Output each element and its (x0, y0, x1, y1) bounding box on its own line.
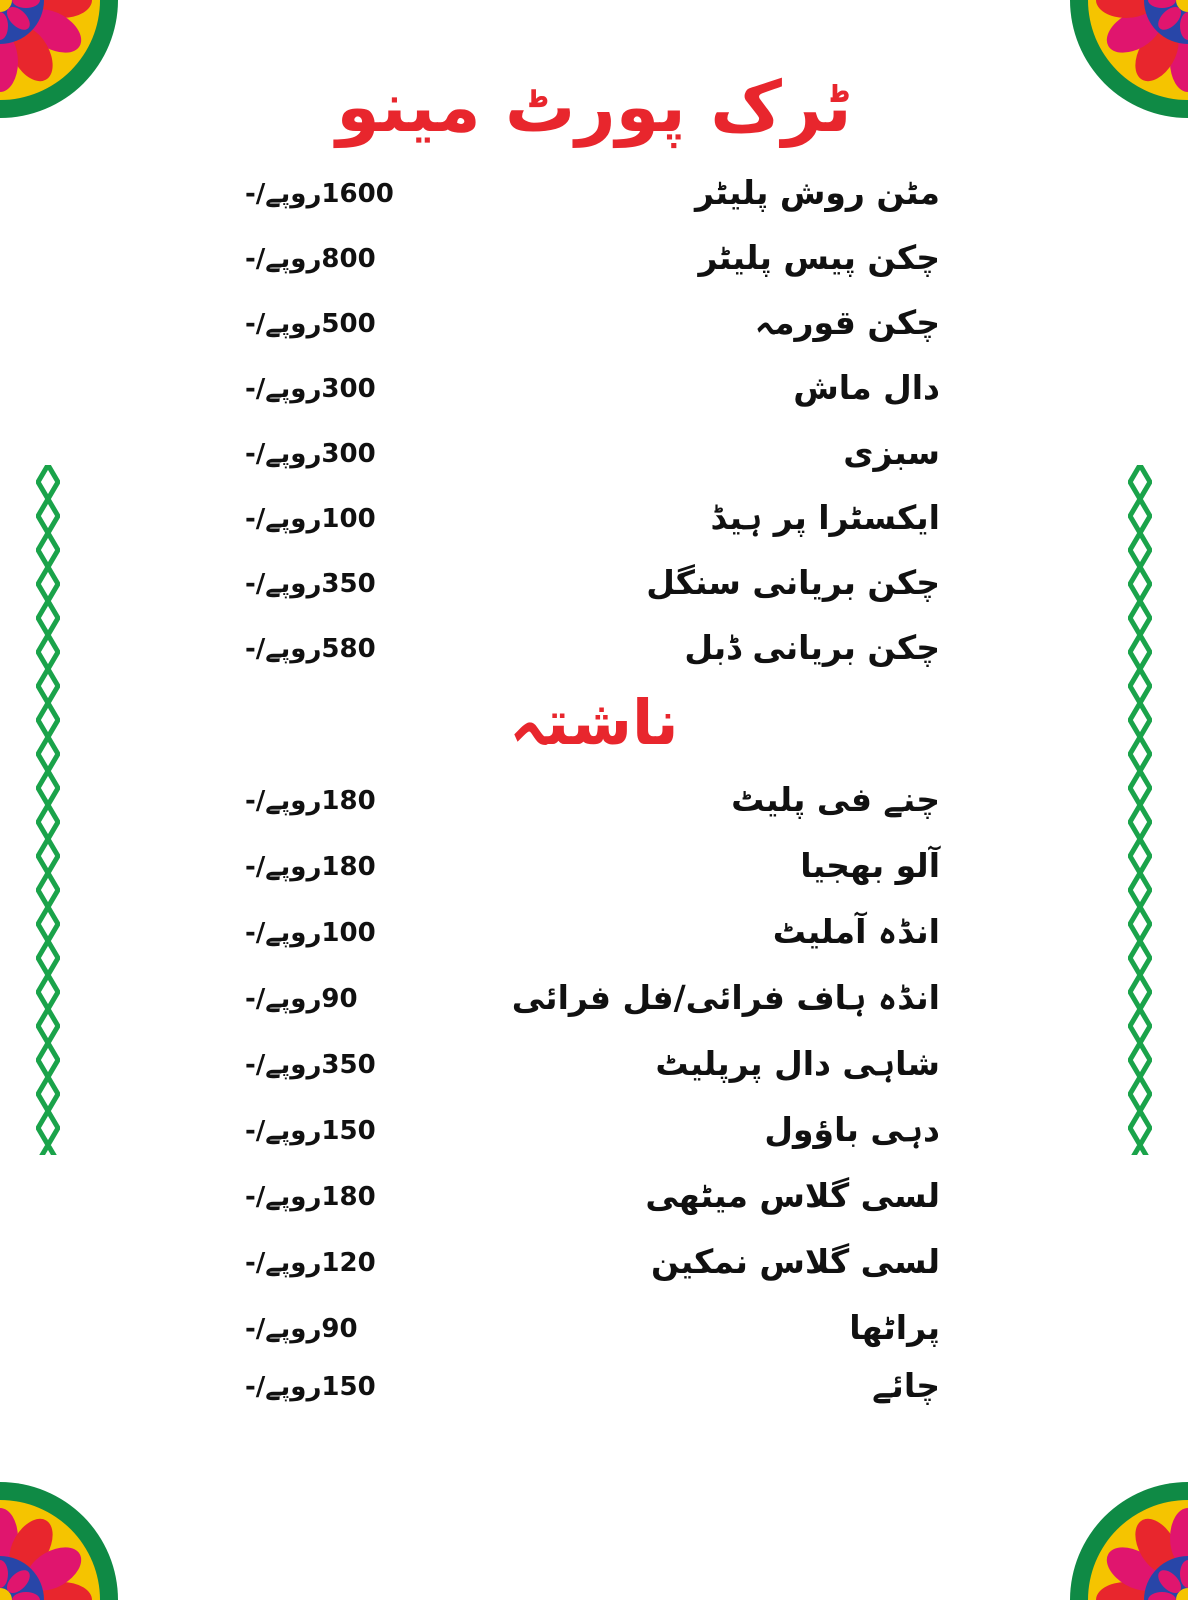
menu-item (240, 1171, 940, 1237)
item-price: 180روپے/- (245, 1182, 376, 1212)
menu-item (240, 1039, 940, 1105)
item-price: 180روپے/- (245, 786, 376, 816)
item-price: 100روپے/- (245, 504, 376, 534)
item-name: انڈہ آملیٹ (772, 912, 940, 951)
item-name: انڈہ ہاف فرائی/فل فرائی (511, 978, 940, 1017)
menu-item (240, 623, 940, 688)
item-name: چکن پیس پلیٹر (698, 238, 940, 277)
main-menu-list (240, 168, 940, 688)
item-price: 150روپے/- (245, 1372, 376, 1402)
item-price: 1600روپے/- (245, 179, 394, 209)
item-name: آلو بھجیا (800, 846, 940, 885)
item-price: 580روپے/- (245, 634, 376, 664)
menu-item (240, 168, 940, 233)
item-name: لسی گلاس میٹھی (645, 1176, 940, 1215)
menu-item (240, 298, 940, 363)
item-price: 300روپے/- (245, 439, 376, 469)
item-price: 90روپے/- (245, 1314, 358, 1344)
item-name: چکن قورمہ (754, 303, 940, 342)
breakfast-heading: ناشتہ (509, 686, 679, 759)
item-name: لسی گلاس نمکین (651, 1242, 940, 1281)
item-name: مٹن روش پلیٹر (695, 173, 940, 212)
item-name: چنے فی پلیٹ (731, 780, 940, 819)
item-price: 100روپے/- (245, 918, 376, 948)
item-price: 150روپے/- (245, 1116, 376, 1146)
breakfast-menu-list (240, 775, 940, 1419)
menu-item (240, 907, 940, 973)
menu-item (240, 775, 940, 841)
menu-item (240, 428, 940, 493)
item-name: ایکسٹرا پر ہیڈ (710, 498, 940, 537)
menu-item (240, 233, 940, 298)
zigzag-border-icon (36, 465, 60, 1155)
item-price: 120روپے/- (245, 1248, 376, 1278)
menu-item (240, 1105, 940, 1171)
item-price: 350روپے/- (245, 569, 376, 599)
item-price: 500روپے/- (245, 309, 376, 339)
item-name: سبزی (843, 433, 940, 472)
floral-ornament-icon (0, 1480, 120, 1600)
menu-item (240, 363, 940, 428)
menu-item (240, 973, 940, 1039)
menu-item (240, 493, 940, 558)
item-price: 90روپے/- (245, 984, 358, 1014)
item-name: دہی باؤول (764, 1110, 940, 1149)
zigzag-border-icon (1128, 465, 1152, 1155)
item-name: شاہی دال پرپلیٹ (655, 1044, 940, 1083)
item-name: دال ماش (793, 368, 940, 407)
item-name: پراٹھا (849, 1308, 940, 1347)
item-price: 350روپے/- (245, 1050, 376, 1080)
menu-item (240, 841, 940, 907)
floral-ornament-icon (1068, 1480, 1188, 1600)
menu-item (240, 1303, 940, 1361)
menu-title: ٹرک پورٹ مینو (336, 66, 852, 148)
menu-item (240, 1237, 940, 1303)
menu-item (240, 558, 940, 623)
item-price: 800روپے/- (245, 244, 376, 274)
item-name: چائے (872, 1366, 940, 1405)
item-price: 180روپے/- (245, 852, 376, 882)
item-price: 300روپے/- (245, 374, 376, 404)
item-name: چکن بریانی سنگل (646, 563, 940, 602)
menu-item (240, 1361, 940, 1419)
item-name: چکن بریانی ڈبل (684, 628, 940, 667)
